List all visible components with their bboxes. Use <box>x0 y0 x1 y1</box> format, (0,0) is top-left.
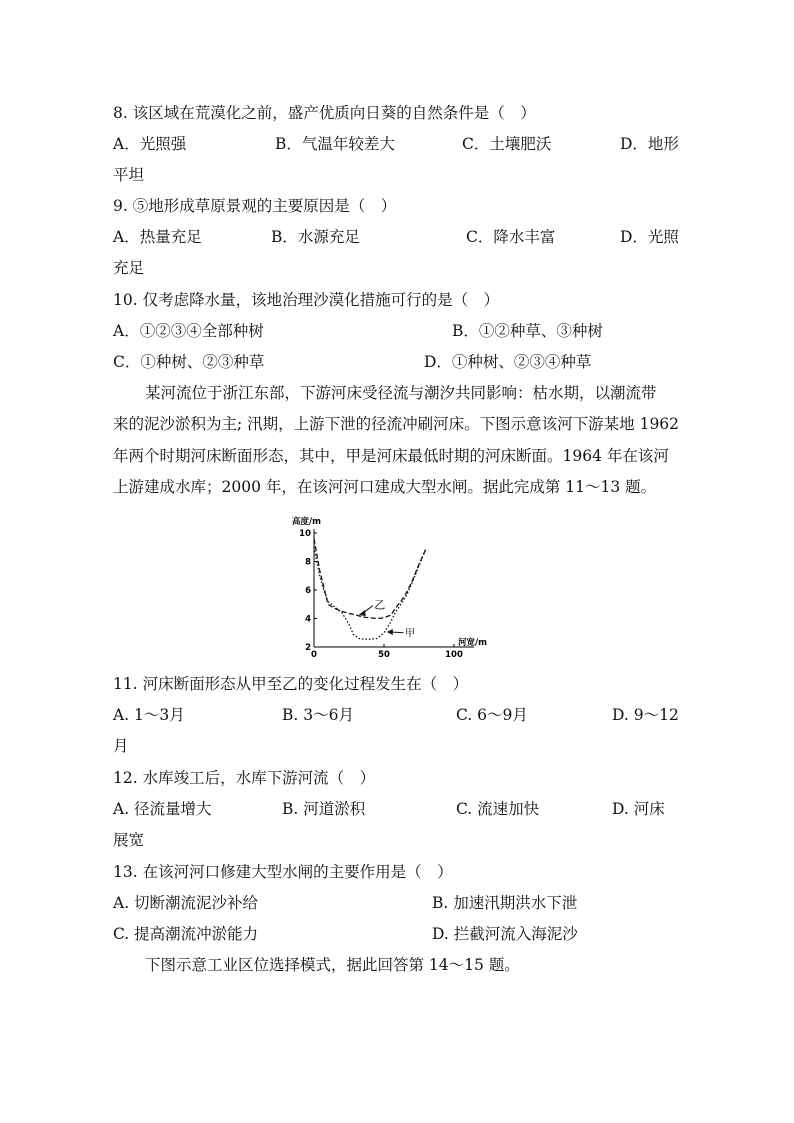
x-tick-label: 50 <box>378 650 390 660</box>
question-9-option-d-continued: 充足 <box>113 259 145 277</box>
question-11-option-c: C. 6～9月 <box>456 706 528 724</box>
question-13-option-b: B. 加速汛期洪水下泄 <box>432 894 578 912</box>
passage-2: 下图示意工业区位选择模式，据此回答第 14～15 题。 <box>145 956 520 974</box>
question-13-option-c: C. 提高潮流冲淤能力 <box>113 925 259 943</box>
question-8-option-d-continued: 平坦 <box>113 166 145 184</box>
question-11-option-d-continued: 月 <box>113 737 129 755</box>
question-8-option-d: D．地形 <box>620 135 679 153</box>
question-9-option-b: B．水源充足 <box>271 228 360 246</box>
question-12-option-c: C. 流速加快 <box>456 800 540 818</box>
riverbed-section-chart <box>282 512 502 660</box>
question-10-option-c: C．①种树、②③种草 <box>113 353 265 371</box>
question-12-option-d-continued: 展宽 <box>113 831 145 849</box>
passage-1-line-3: 年两个时期河床断面形态，其中，甲是河床最低时期的河床断面。1964 年在该河 <box>113 447 669 465</box>
question-9-stem: 9. ⑤地形成草原景观的主要原因是（ ） <box>113 197 397 215</box>
question-9-option-c: C．降水丰富 <box>466 228 556 246</box>
series-jia-line <box>314 547 426 639</box>
question-11-stem: 11. 河床断面形态从甲至乙的变化过程发生在（ ） <box>113 675 469 693</box>
passage-1-line-1: 某河流位于浙江东部，下游河床受径流与潮汐共同影响：枯水期，以潮流带 <box>145 384 657 402</box>
question-8-option-b: B．气温年较差大 <box>275 135 395 153</box>
series-jia-label: 甲 <box>405 628 415 640</box>
question-13-stem: 13. 在该河河口修建大型水闸的主要作用是（ ） <box>113 863 453 881</box>
series-yi-line <box>314 539 426 619</box>
x-tick-label: 100 <box>445 650 463 660</box>
question-13-option-d: D. 拦截河流入海泥沙 <box>432 925 578 943</box>
question-10-stem: 10. 仅考虑降水量，该地治理沙漠化措施可行的是（ ） <box>113 291 500 309</box>
series-yi-arrowhead <box>359 610 366 616</box>
question-12-option-b: B. 河道淤积 <box>282 800 366 818</box>
question-11-option-b: B. 3～6月 <box>282 706 354 724</box>
question-8-stem: 8. 该区域在荒漠化之前，盛产优质向日葵的自然条件是（ ） <box>113 104 536 122</box>
question-9-option-a: A．热量充足 <box>113 228 202 246</box>
question-8-option-c: C．土壤肥沃 <box>462 135 552 153</box>
question-11-option-a: A. 1～3月 <box>113 706 185 724</box>
question-11-option-d: D. 9～12 <box>612 706 679 724</box>
question-10-option-d: D．①种树、②③④种草 <box>424 353 592 371</box>
series-yi-label: 乙 <box>374 598 386 612</box>
x-tick-label: 0 <box>311 650 317 660</box>
series-jia-arrowhead <box>387 629 393 635</box>
question-10-option-a: A．①②③④全部种树 <box>113 322 264 340</box>
y-tick-label: 10 <box>299 529 311 539</box>
question-9-option-d: D．光照 <box>620 228 679 246</box>
y-tick-label: 8 <box>305 557 311 568</box>
x-axis-label: 河宽/m <box>458 638 487 648</box>
y-tick-label: 6 <box>305 586 311 596</box>
question-13-option-a: A. 切断潮流泥沙补给 <box>113 894 259 912</box>
question-12-option-a: A. 径流量增大 <box>113 800 212 818</box>
question-8-option-a: A．光照强 <box>113 135 187 153</box>
question-10-option-b: B．①②种草、③种树 <box>452 322 603 340</box>
question-12-stem: 12. 水库竣工后，水库下游河流（ ） <box>113 769 376 787</box>
question-12-option-d: D. 河床 <box>612 800 665 818</box>
y-tick-label: 4 <box>305 614 311 625</box>
passage-1-line-4: 上游建成水库；2000 年，在该河河口建成大型水闸。据此完成第 11～13 题。 <box>113 478 657 496</box>
y-tick-label: 2 <box>305 643 311 653</box>
y-axis-label: 高度/m <box>292 517 321 527</box>
passage-1-line-2: 来的泥沙淤积为主; 汛期，上游下泄的径流冲刷河床。下图示意该河下游某地 1962 <box>113 415 680 433</box>
